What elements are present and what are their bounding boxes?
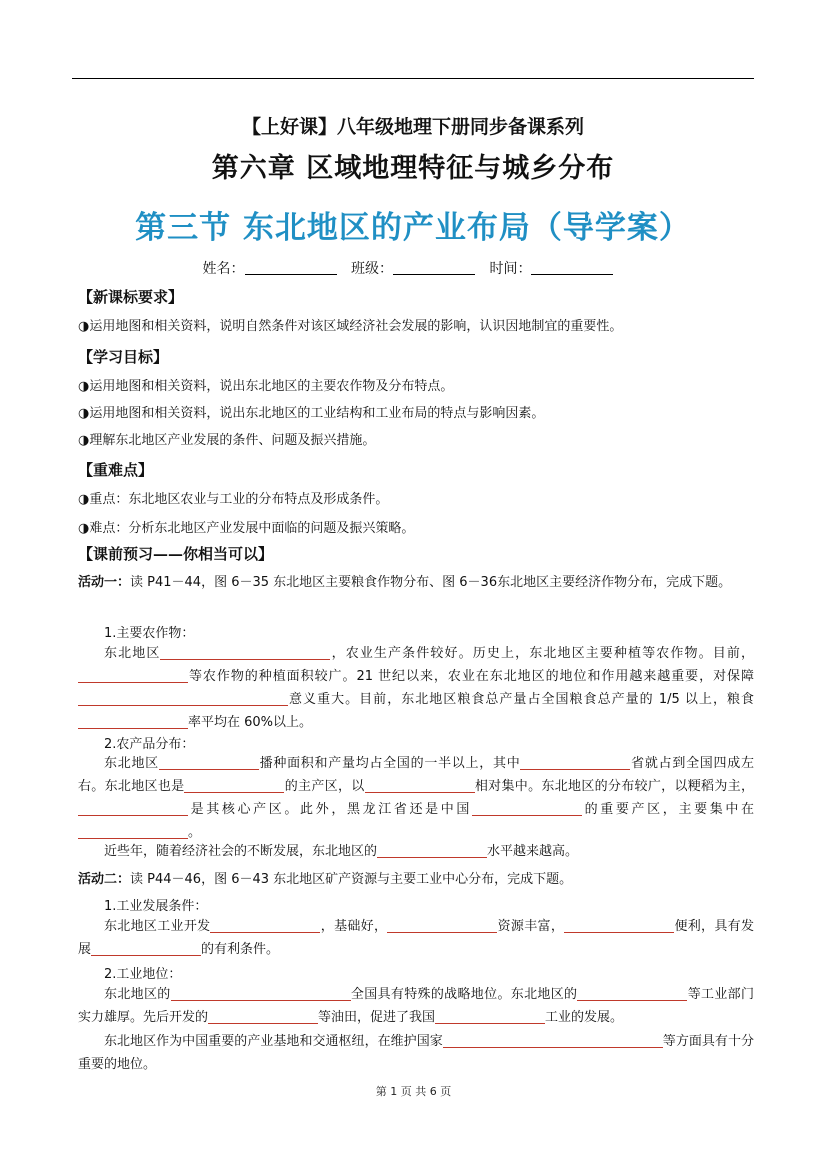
answer-blank[interactable]	[208, 1008, 318, 1024]
curriculum-item: ◑运用地图和相关资料，说明自然条件对该区域经济社会发展的影响，认识因地制宜的重要性。	[78, 319, 623, 334]
answer-blank[interactable]	[520, 754, 630, 770]
answer-blank[interactable]	[210, 917, 320, 933]
section-title: 第三节 东北地区的产业布局（导学案）	[135, 210, 691, 246]
answer-blank[interactable]	[472, 800, 582, 816]
answer-blank[interactable]	[365, 777, 475, 793]
difficult-point-item: ◑难点：分析东北地区产业发展中面临的问题及振兴策略。	[78, 521, 415, 536]
answer-blank[interactable]	[443, 1032, 663, 1048]
activity-2-label: 活动二：	[78, 872, 131, 887]
page-footer: 第 1 页 共 6 页	[375, 1085, 452, 1098]
answer-blank[interactable]	[91, 940, 201, 956]
curriculum-heading: 【新课标要求】	[78, 288, 184, 306]
header-rule	[72, 78, 754, 79]
activity-1-sub1: 1.主要农作物：	[104, 626, 195, 641]
activity-1-para3: 近些年，随着经济社会的不断发展，东北地区的 水平越来越高。	[104, 844, 579, 859]
objective-item: ◑理解东北地区产业发展的条件、问题及振兴措施。	[78, 433, 376, 448]
answer-blank[interactable]	[184, 777, 284, 793]
preview-heading: 【课前预习——你相当可以】	[78, 545, 274, 563]
activity-1-intro: 活动一：读 P41－44，图 6－35 东北地区主要粮食作物分布、图 6－36东北地区主要经济作物分布，完成下题。	[78, 575, 732, 590]
answer-blank[interactable]	[577, 985, 687, 1001]
name-blank[interactable]	[245, 260, 337, 275]
name-label: 姓名：	[202, 261, 245, 277]
activity-1-para1: 东北地区 ，农业生产条件较好。历史上，东北地区主要种植等农作物。目前，等农作物的种植面积较广。21 世纪以来，农业在东北地区的地位和作用越来越重要，对保障意义重大。目前，东北地区粮食总产量占全国粮食总产量的 1/5 以上，粮食率平均在 60%以上。	[78, 642, 754, 734]
answer-blank[interactable]	[387, 917, 497, 933]
key-points-heading: 【重难点】	[78, 461, 154, 479]
activity-2-para1: 东北地区工业开发 ，基础好， 资源丰富， 便利，具有发展 的有利条件。	[78, 919, 754, 957]
answer-blank[interactable]	[159, 754, 259, 770]
activity-2-para3: 东北地区作为中国重要的产业基地和交通枢纽，在维护国家 等方面具有十分重要的地位。	[78, 1034, 754, 1072]
answer-blank[interactable]	[78, 823, 188, 839]
time-blank[interactable]	[531, 260, 613, 275]
answer-blank[interactable]	[78, 667, 188, 683]
time-label: 时间：	[489, 261, 532, 277]
objective-item: ◑运用地图和相关资料，说出东北地区的主要农作物及分布特点。	[78, 379, 454, 394]
answer-blank[interactable]	[160, 644, 330, 660]
activity-2-intro: 活动二：读 P44－46，图 6－43 东北地区矿产资源与主要工业中心分布，完成下题。	[78, 872, 573, 887]
answer-blank[interactable]	[78, 800, 188, 816]
answer-blank[interactable]	[564, 917, 674, 933]
activity-1-para2: 东北地区 播种面积和产量均占全国的一半以上，其中 省就占到全国四成左右。东北地区也是 的主产区，以 相对集中。东北地区的分布较广，以粳稻为主，是其核心产区。此外，黑龙江省还是中国 的重要产区，主要集中在。	[78, 756, 754, 840]
answer-blank[interactable]	[171, 985, 351, 1001]
class-label: 班级：	[351, 261, 393, 277]
class-blank[interactable]	[393, 260, 475, 275]
objectives-heading: 【学习目标】	[78, 348, 169, 366]
objective-item: ◑运用地图和相关资料，说出东北地区的工业结构和工业布局的特点与影响因素。	[78, 406, 545, 421]
activity-2-para2: 东北地区的 全国具有特殊的战略地位。东北地区的 等工业部门实力雄厚。先后开发的 等油田，促进了我国 工业的发展。	[78, 987, 754, 1025]
activity-2-sub2: 2.工业地位：	[104, 967, 182, 982]
answer-blank[interactable]	[78, 690, 288, 706]
answer-blank[interactable]	[78, 713, 188, 729]
series-title: 【上好课】八年级地理下册同步备课系列	[241, 116, 584, 138]
activity-1-sub2: 2.农产品分布：	[104, 737, 195, 752]
activity-1-label: 活动一：	[78, 575, 131, 590]
answer-blank[interactable]	[435, 1008, 545, 1024]
answer-blank[interactable]	[377, 842, 487, 858]
chapter-title: 第六章 区域地理特征与城乡分布	[211, 153, 615, 184]
key-point-item: ◑重点：东北地区农业与工业的分布特点及形成条件。	[78, 492, 389, 507]
student-info-line	[72, 258, 754, 278]
activity-2-sub1: 1.工业发展条件：	[104, 899, 208, 914]
